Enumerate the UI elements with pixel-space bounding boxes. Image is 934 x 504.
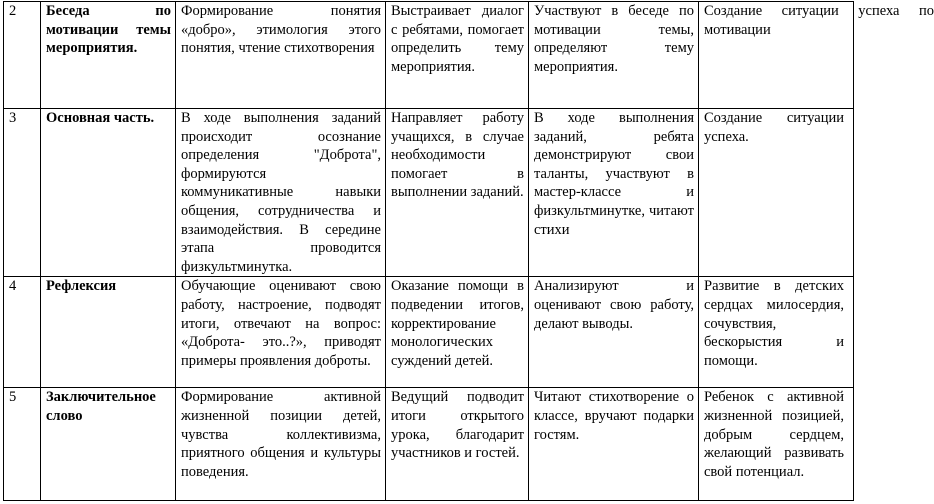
expected-result [699,388,854,501]
table-row [4,277,854,388]
stage-content: Формирование понятия «добро», этимология этого понятия, чтение стихотворения [176,2,386,109]
teacher-activity: Выстраивает диалог с ребятами, помогает определить тему мероприятия. [386,2,529,109]
student-activity: Анализируют и оценивают свою работу, делают выводы. [529,277,699,388]
teacher-activity: Оказание помощи в подведении итогов, корректирование монологических суждений детей. [386,277,529,388]
stage-title: Рефлексия [41,277,176,388]
stage-content: Формирование активной жизненной позиции детей, чувства коллективизма, приятного общения и культуры поведения. [176,388,386,501]
expected-result [699,277,854,388]
stage-content: Обучающие оценивают свою работу, настроение, подводят итоги, отвечают на вопрос: «Доброта- это..?», приводят примеры проявления доброты. [176,277,386,388]
expected-result [699,2,934,109]
stage-number: 5 [4,388,41,501]
stage-number: 2 [4,2,41,109]
stage-number: 4 [4,277,41,388]
expected-result-text: Создание ситуации успеха по мотивации [704,3,934,38]
lesson-plan-table [3,1,934,501]
student-activity: Читают стихотворение о классе, вручают подарки гостям. [529,388,699,501]
table-row [4,2,854,109]
stage-title: Заключительное слово [41,388,176,501]
stage-title: Беседа по мотивации темы мероприятия. [41,2,176,109]
table-row [4,388,854,501]
teacher-activity: Направляет работу учащихся, в случае необходимости помогает в выполнении заданий. [386,109,529,277]
stage-title: Основная часть. [41,109,176,277]
table-row [4,109,854,277]
expected-result-text: Ребенок с активной жизненной позицией, добрым сердцем, желающий развивать свой потенциал. [704,389,844,480]
expected-result-text: Развитие в детских сердцах милосердия, сочувствия, бескорыстия и помощи. [704,278,844,369]
stage-content: В ходе выполнения заданий происходит осознание определения "Доброта", формируются коммуникативные навыки общения, сотрудничества и взаимодействия. В середине этапа проводится физкультминутка. [176,109,386,277]
student-activity: В ходе выполнения заданий, ребята демонстрируют свои таланты, участвуют в мастер-классе и физкультминутке, читают стихи [529,109,699,277]
expected-result [699,109,854,277]
teacher-activity: Ведущий подводит итоги открытого урока, благодарит участников и гостей. [386,388,529,501]
stage-number: 3 [4,109,41,277]
student-activity: Участвуют в беседе по мотивации темы, определяют тему мероприятия. [529,2,699,109]
expected-result-text: Создание ситуации успеха. [704,110,844,145]
